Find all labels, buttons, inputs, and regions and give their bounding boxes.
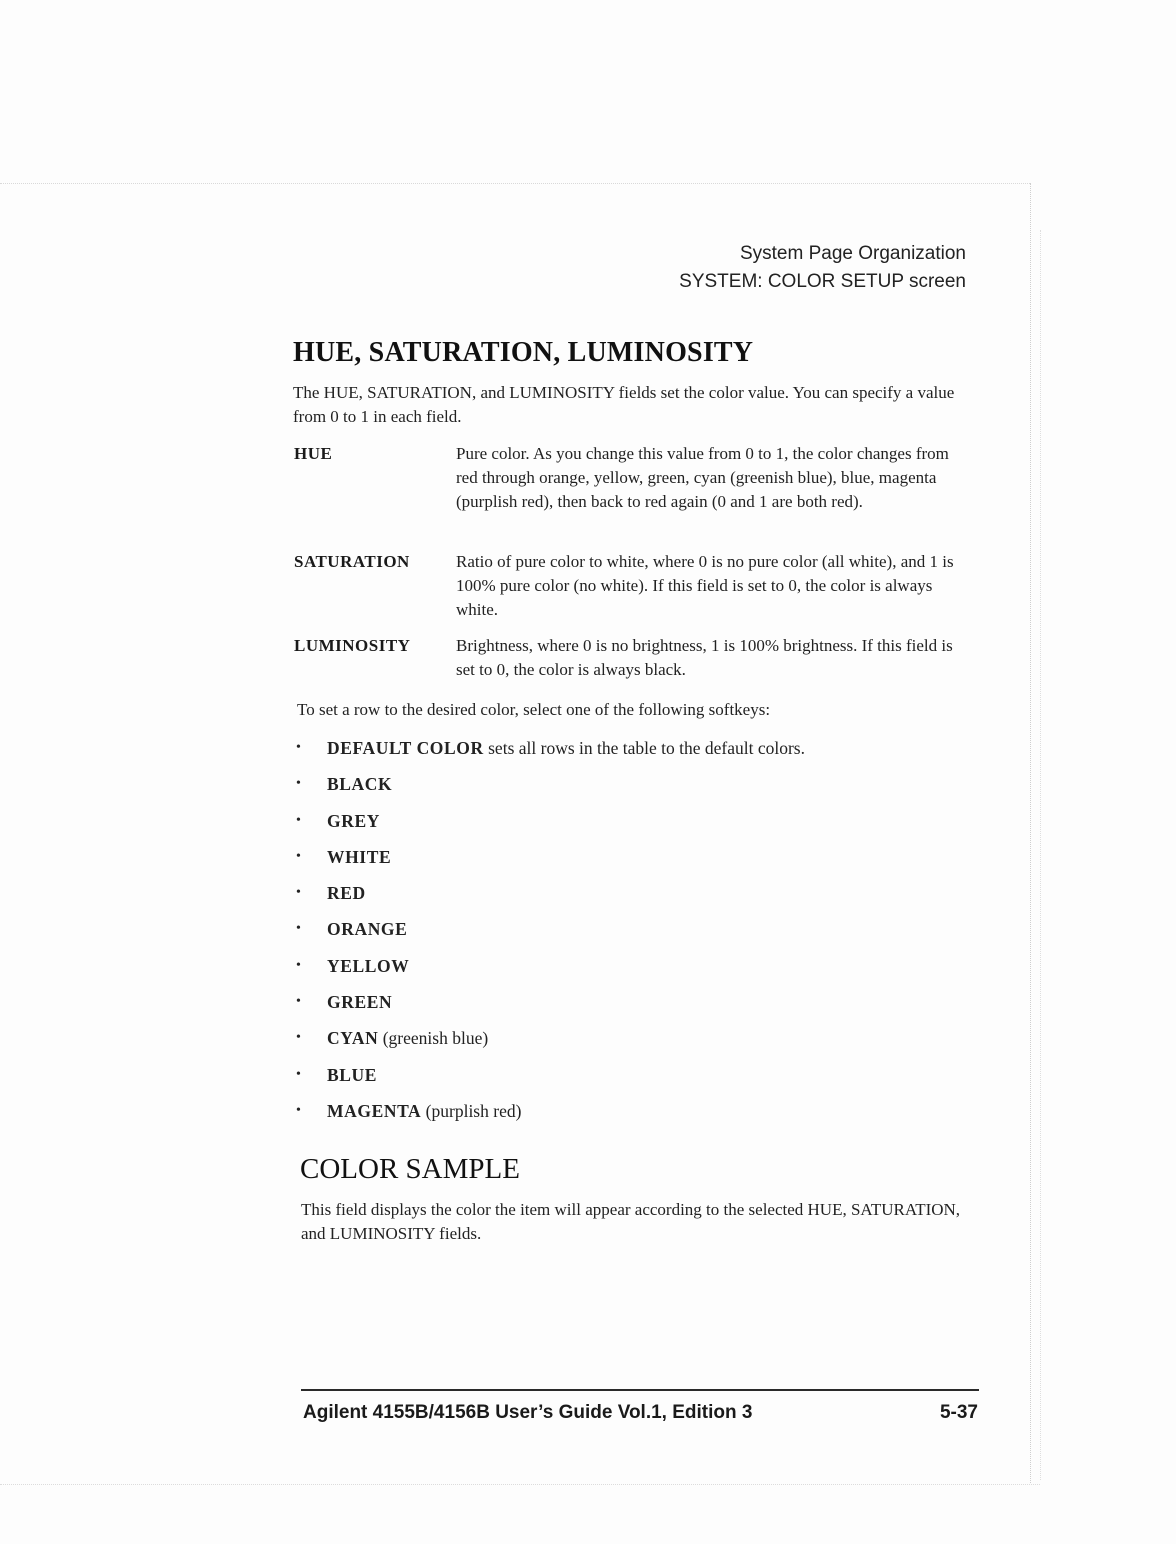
list-item — [296, 845, 976, 881]
softkey-name: YELLOW — [327, 955, 410, 976]
footer-rule — [301, 1389, 979, 1391]
bullet-icon: • — [296, 812, 301, 828]
list-item — [296, 1099, 976, 1135]
bullet-icon: • — [296, 740, 301, 755]
softkey-name: MAGENTA — [327, 1100, 422, 1121]
page-number: 5-37 — [939, 1402, 978, 1423]
softkey-name: BLACK — [327, 774, 393, 795]
bullet-icon: • — [296, 957, 301, 973]
softkey-name: ORANGE — [327, 919, 408, 940]
softkey-name: GREEN — [327, 992, 393, 1013]
definition-description: Brightness, where 0 is no brightness, 1 is 100% brightness. If this field is set to 0, the color is always black. — [456, 636, 953, 679]
section-title-hsl: HUE, SATURATION, LUMINOSITY — [293, 337, 754, 368]
scan-edge-right-outer — [1040, 230, 1041, 1480]
softkeys-intro: To set a row to the desired color, select one of the following softkeys: — [297, 700, 771, 719]
bullet-icon: • — [296, 885, 301, 901]
definition-description: Pure color. As you change this value from 0 to 1, the color changes from red through orange, yellow, green, cyan (greenish blue), blue, magenta (purplish red), then back to red again (0 and 1 are both red). — [456, 444, 949, 511]
scan-edge-top — [0, 183, 1030, 184]
definition-term: SATURATION — [294, 552, 410, 571]
header-chapter: System Page Organization — [739, 243, 966, 264]
list-item — [296, 1026, 976, 1062]
bullet-icon: • — [296, 921, 301, 937]
scan-edge-bottom — [0, 1484, 1040, 1485]
header-screen: SYSTEM: COLOR SETUP screen — [679, 271, 966, 292]
scan-edge-right — [1030, 183, 1031, 1483]
footer-title: Agilent 4155B/4156B User’s Guide Vol.1, Edition 3 — [303, 1402, 753, 1423]
list-item — [296, 954, 976, 990]
softkey-name: WHITE — [327, 846, 392, 867]
softkey-note: (purplish red) — [425, 1100, 522, 1121]
color-sample-paragraph: This field displays the color the item will appear according to the selected HUE, SATURATION, and LUMINOSITY fields. — [301, 1200, 961, 1243]
softkey-list — [296, 736, 976, 1135]
list-item — [296, 917, 976, 953]
list-item — [296, 881, 976, 917]
bullet-icon: • — [296, 994, 301, 1010]
bullet-icon: • — [296, 776, 301, 792]
definition-description: Ratio of pure color to white, where 0 is no pure color (all white), and 1 is 100% pure color (no white). If this field is set to 0, the color is always white. — [456, 552, 954, 619]
definition-term: LUMINOSITY — [294, 636, 411, 655]
softkey-name: DEFAULT COLOR — [327, 738, 484, 758]
list-item — [296, 736, 976, 772]
bullet-icon: • — [296, 848, 301, 864]
bullet-icon: • — [296, 1030, 301, 1046]
definition-term: HUE — [294, 444, 333, 463]
bullet-icon: • — [296, 1102, 301, 1118]
softkey-note: (greenish blue) — [382, 1028, 489, 1049]
bullet-icon: • — [296, 1066, 301, 1082]
softkey-name: GREY — [327, 810, 380, 831]
list-item — [296, 809, 976, 845]
list-item — [296, 990, 976, 1026]
softkey-note: sets all rows in the table to the default colors. — [488, 738, 805, 758]
section-title-color-sample: COLOR SAMPLE — [300, 1153, 520, 1185]
list-item — [296, 772, 976, 808]
list-item — [296, 1063, 976, 1099]
running-header — [679, 240, 966, 296]
softkey-name: BLUE — [327, 1064, 378, 1085]
softkey-name: CYAN — [327, 1028, 379, 1049]
softkey-name: RED — [327, 883, 366, 904]
intro-paragraph: The HUE, SATURATION, and LUMINOSITY fields set the color value. You can specify a value from 0 to 1 in each field. — [293, 383, 955, 426]
